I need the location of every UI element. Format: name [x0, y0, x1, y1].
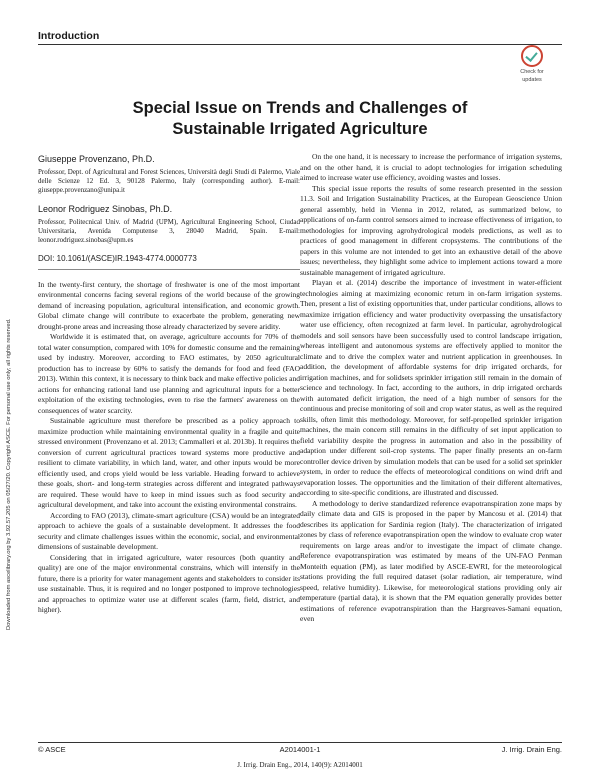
title-line-1: Special Issue on Trends and Challenges of — [132, 99, 468, 117]
left-paragraph-5: Considering that in irrigated agriculture, water resources (both quantity and quality) are one of the major environmental constrains, which will intensify in the future, there is a priority for water management agents and stakeholders to consider its use sustainable. Thus, it is required and no longer postponed to improve technologies and approaches to optimize water use at different scales (farm, field, district, and higher). — [38, 552, 300, 615]
badge-text-1: Check for — [520, 69, 544, 75]
right-paragraph-1: On the one hand, it is necessary to increase the performance of irrigation systems, and on the other hand, it is crucial to adopt technologies for irrigation scheduling aimed to increase water use efficiency, avoiding wastes and losses. — [300, 152, 562, 182]
author-name-1: Giuseppe Provenzano, Ph.D. — [38, 154, 155, 164]
badge-text-2: updates — [522, 77, 542, 83]
right-paragraph-3: Playan et al. (2014) describe the importance of investment in water-efficient technologies aiming at maximizing economic return in on-farm irrigation systems. Then, present a list of existing opportunities that, under particular conditions, allows to maximize irrigation efficiency and water productivity overpassing the unsatisfactory water use efficiency, often recognized at farm level. In particular, agrohydrological models and soil sensors have been successfully used to control landscape irrigation, whereas intelligent and autonomous systems are effectively applied to monitor the climate and to drive the complex water and nutrient application in greenhouses. In addition, the development of affordable systems for drip irrigated orchards, for irrigation machines, and for solidsets sprinkler irrigation still remain in the domain of science and technology. In fact, according to the authors, in drip irrigated orchards with automated deficit irrigation, the need of a high number of sensors for the continuous and precise monitoring of soil and crop water status, as well as the required skills, often limit this methodology. Moreover, for self-propelled sprinkler irrigation machines, the main concern still remains in the difficulty of set input application to field variability despite the progress in automation and also in the possibility of adaption under different soil-crop systems. The paper finally presents an on-farm controller device driven by simulation models that can be used for a solid set sprinkler system, in order to reduce the effects of meteorological conditions on wind drift and evaporation losses. The opportunities and the limitation of their different alternatives, according to site-specific conditions, are illustrated and discussed. — [300, 278, 562, 497]
author-affiliation-1: Professor, Dept. of Agricultural and Forest Sciences, Università degli Studi di Palermo, Viale delle Scienze 12 Ed. 3, 90128 Palermo, Italy (corresponding author). E-mail: giuseppe.provenzano@unipa.it — [38, 167, 300, 194]
right-paragraph-2: This special issue reports the results of some research presented in the session 11.3. Soil and Irrigation Sustainability Practices, at the European Geoscience Union general assembly, held in Vienna in 2012, related, as summarized below, to applications of on-farm control sensors aimed to increase effectiveness of irrigation, to methodologies for improving agrohydrological models predictions, as well as to practices of good management in different cropsystems. The contributions of the papers in this volume are not intended to get into an exhaustive detail of the above issues; nevertheless, they highlight some advice to implement actions toward a more sustainable management of irrigated agriculture. — [300, 183, 562, 277]
header-rule — [38, 44, 562, 45]
left-paragraph-3: Sustainable agriculture must therefore be prescribed as a policy approach to maximize production while maintaining environmental quality in a fragile and quite stressed environment (Provenzano et al. 2013; Cammalleri et al. 2013b). It requires the conversion of current agricultural practices toward systems more productive and resilient to climate variability, in which land, water, and other inputs would be more efficiently used, and crops yield would be less variable. Heading forward to achieve these goals, short- and long-term strategies across different and integrated pathways are required. These would have to keep in mind issues such as food security and agricultural development, and take into account the existing environmental constrains. — [38, 416, 300, 510]
section-label: Introduction — [38, 30, 100, 42]
right-column — [300, 152, 562, 625]
download-side-note — [4, 210, 14, 630]
article-title — [60, 98, 540, 140]
side-note-text: Downloaded from ascelibrary.org by 3.92.57.205 on 05/27/20. Copyright ASCE. For personal use only; all rights reserved. — [6, 318, 12, 630]
title-line-2: Sustainable Irrigated Agriculture — [172, 120, 428, 138]
left-column — [38, 152, 300, 616]
author-affiliation-2: Professor, Politecnical Univ. of Madrid (UPM), Agricultural Engineering School, Ciudad Universitaria, Avenida Computense 3, 28040 Madrid, Spain. E-mail: leonor.rodriguez.sinobas@upm.es — [38, 217, 300, 245]
footer-citation: J. Irrig. Drain Eng., 2014, 140(9): A2014001 — [237, 761, 363, 769]
footer-journal: J. Irrig. Drain Eng. — [501, 745, 562, 754]
footer-article-id: A2014001-1 — [279, 745, 321, 754]
doi-rule — [38, 269, 300, 270]
left-paragraph-1: In the twenty-first century, the shortage of freshwater is one of the most important environmental concerns facing several regions of the world because of the growing demand of increasing population, agricultural intensification, and economic growth. Global climate change will contribute to exacerbate the problem, generating new drought-prone areas and increasing those already characterized by severe aridity. — [38, 279, 300, 331]
footer-rule — [38, 742, 562, 743]
left-paragraph-2: Worldwide it is estimated that, on average, agriculture accounts for 70% of the total water consumption, compared with 10% for domestic consume and the remaining used by industry. Moreover, according to FAO estimates, by 2050 agricultural production has to increase by 60% to satisfy the demands for food and feed (FAO 2013). Within this context, it is necessary to think back and make effective policies and actions for enhancing rational land use planning and agricultural inputs for a better exploitation of the existing technologies, even to rise the farmers' awareness on the consequences of water scarcity. — [38, 332, 300, 415]
check-updates-icon — [521, 45, 543, 67]
doi[interactable]: DOI: 10.1061/(ASCE)IR.1943-4774.0000773 — [38, 254, 197, 264]
check-for-updates-badge[interactable] — [515, 45, 549, 85]
right-paragraph-4: A methodology to derive standardized reference evapotranspiration zone maps by daily climate data and GIS is proposed in the paper by Mancosu et al. (2014) that describes its application for Sardinia region (Italy). The characterization of irrigated zones by class of reference evapotranspiration open the window to evaluate crop water requirements on large areas and/or to investigate the impact of climate change. Reference evapotranspiration was estimated by means of the UN-FAO Penman Monteith equation (PM), as later modified by ASCE-EWRI, for the meteorological stations providing the full required dataset (solar radiation, air temperature, wind speed, relative humidity). Likewise, for meteorological stations providing only air temperature (partial data), it is shown that the PM equation generally provides better estimations of reference evapotranspiration than the Hargreaves-Samani equation, even — [300, 498, 562, 623]
footer-copyright: © ASCE — [38, 745, 66, 754]
left-paragraph-4: According to FAO (2013), climate-smart agriculture (CSA) would be an integrated approach to achieve the goals of a sustainable development. It addresses the food security and climate challenges issues within the economic, social, and environmental dimensions of sustainable development. — [38, 510, 300, 552]
author-name-2: Leonor Rodriguez Sinobas, Ph.D. — [38, 204, 173, 215]
